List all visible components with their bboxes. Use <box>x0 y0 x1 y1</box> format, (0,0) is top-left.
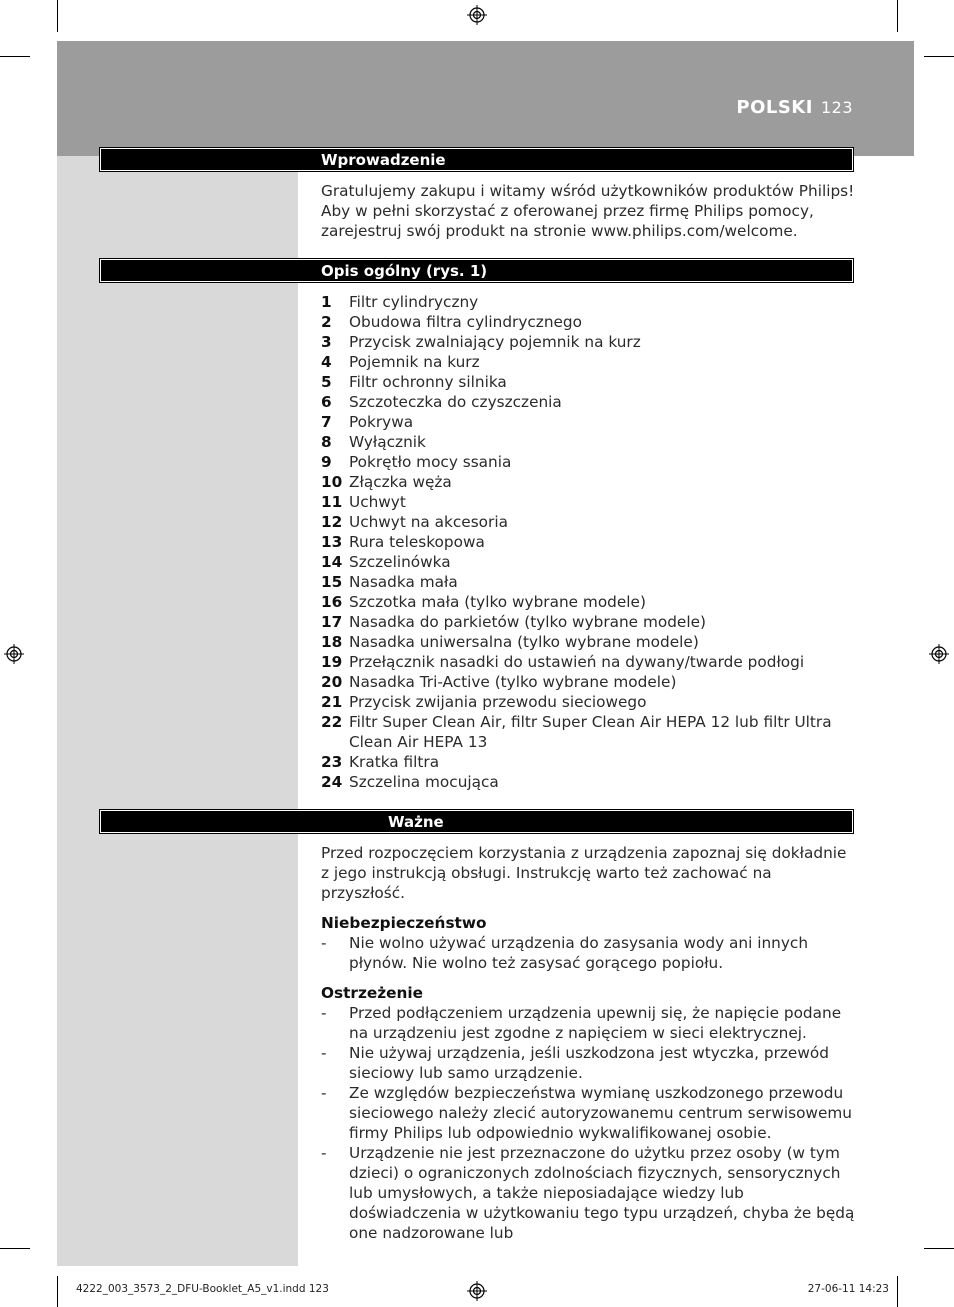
page-header <box>736 97 853 118</box>
list-item <box>321 612 856 632</box>
dash-bullet: - <box>321 934 327 952</box>
bullet-item <box>321 1003 856 1043</box>
item-number: 24 <box>321 773 343 791</box>
dash-bullet: - <box>321 1144 327 1162</box>
list-item <box>321 532 856 552</box>
section-bar-intro <box>100 148 853 171</box>
item-text: Rura teleskopowa <box>349 533 485 551</box>
item-text: Nasadka uniwersalna (tylko wybrane modele) <box>349 633 699 651</box>
crop-mark <box>897 0 898 32</box>
item-text: Przycisk zwalniający pojemnik na kurz <box>349 333 641 351</box>
registration-mark-icon <box>467 1281 487 1301</box>
crop-mark <box>0 1248 30 1249</box>
section-title: Opis ogólny (rys. 1) <box>321 262 488 280</box>
important-content <box>321 843 856 1243</box>
left-column <box>57 156 298 1266</box>
item-text: Uchwyt <box>349 493 406 511</box>
item-number: 11 <box>321 493 343 511</box>
item-number: 23 <box>321 753 343 771</box>
item-text: Nasadka mała <box>349 573 458 591</box>
bullet-text: Nie wolno używać urządzenia do zasysania wody ani innych płynów. Nie wolno też zasysać gorącego popiołu. <box>349 934 809 972</box>
list-item <box>321 772 856 792</box>
list-item <box>321 712 856 752</box>
list-item <box>321 592 856 612</box>
item-text: Przełącznik nasadki do ustawień na dywany/twarde podłogi <box>349 653 805 671</box>
registration-mark-icon <box>4 644 24 664</box>
overview-list <box>321 292 856 792</box>
bullet-text: Przed podłączeniem urządzenia upewnij się, że napięcie podane na urządzeniu jest zgodne z napięciem w sieci elektrycznej. <box>349 1004 842 1042</box>
item-number: 19 <box>321 653 343 671</box>
dash-bullet: - <box>321 1084 327 1102</box>
section-title: Wprowadzenie <box>321 151 446 169</box>
item-number: 16 <box>321 593 343 611</box>
bullet-item <box>321 1043 856 1083</box>
list-item <box>321 432 856 452</box>
paragraph: Przed rozpoczęciem korzystania z urządzenia zapoznaj się dokładnie z jego instrukcją obsługi. Instrukcję warto też zachować na przyszłość. <box>321 844 847 902</box>
item-number: 21 <box>321 693 343 711</box>
list-item <box>321 512 856 532</box>
item-text: Złączka węża <box>349 473 452 491</box>
item-text: Pokrywa <box>349 413 414 431</box>
bullet-item <box>321 1143 856 1243</box>
item-number: 22 <box>321 713 343 731</box>
list-item <box>321 292 856 312</box>
item-number: 9 <box>321 453 332 471</box>
item-text: Uchwyt na akcesoria <box>349 513 508 531</box>
item-number: 7 <box>321 413 332 431</box>
paragraph: Gratulujemy zakupu i witamy wśród użytkowników produktów Philips! Aby w pełni skorzystać z oferowanej przez firmę Philips pomocy, zarejestruj swój produkt na stronie www.philips.com/welcome. <box>321 182 855 240</box>
list-item <box>321 392 856 412</box>
item-text: Pokrętło mocy ssania <box>349 453 512 471</box>
item-number: 3 <box>321 333 332 351</box>
list-item <box>321 372 856 392</box>
danger-heading: Niebezpieczeństwo <box>321 914 487 932</box>
dash-bullet: - <box>321 1044 327 1062</box>
item-text: Kratka filtra <box>349 753 440 771</box>
crop-mark <box>57 1276 58 1307</box>
item-number: 1 <box>321 293 332 311</box>
item-text: Filtr ochronny silnika <box>349 373 507 391</box>
item-number: 17 <box>321 613 343 631</box>
list-item <box>321 652 856 672</box>
item-number: 4 <box>321 353 332 371</box>
item-number: 18 <box>321 633 343 651</box>
intro-text <box>321 181 856 241</box>
language-label: POLSKI <box>736 97 813 118</box>
item-number: 5 <box>321 373 332 391</box>
list-item <box>321 352 856 372</box>
crop-mark <box>57 0 58 32</box>
list-item <box>321 692 856 712</box>
bullet-text: Urządzenie nie jest przeznaczone do użytku przez osoby (w tym dzieci) o ograniczonych zdolnościach fizycznych, sensorycznych lub umysłowych, a także nieposiadające wiedzy lub doświadczenia w użytkowaniu tego typu urządzeń, chyba że będą one nadzorowane lub <box>349 1144 855 1242</box>
item-number: 2 <box>321 313 332 331</box>
item-text: Pojemnik na kurz <box>349 353 480 371</box>
danger-list <box>321 933 856 973</box>
footer-date: 27-06-11 14:23 <box>807 1283 889 1295</box>
item-text: Szczoteczka do czyszczenia <box>349 393 562 411</box>
warning-list <box>321 1003 856 1243</box>
section-title: Ważne <box>388 813 444 831</box>
crop-mark <box>924 1248 954 1249</box>
item-text: Nasadka Tri-Active (tylko wybrane modele) <box>349 673 677 691</box>
list-item <box>321 672 856 692</box>
list-item <box>321 452 856 472</box>
section-bar-important <box>100 810 853 833</box>
crop-mark <box>0 56 30 57</box>
item-text: Filtr Super Clean Air, filtr Super Clean Air HEPA 12 lub filtr Ultra Clean Air HEPA 13 <box>349 713 832 751</box>
item-number: 10 <box>321 473 343 491</box>
section-bar-overview <box>100 259 853 282</box>
warning-heading: Ostrzeżenie <box>321 984 424 1002</box>
item-number: 6 <box>321 393 332 411</box>
item-text: Obudowa filtra cylindrycznego <box>349 313 582 331</box>
item-number: 20 <box>321 673 343 691</box>
item-text: Wyłącznik <box>349 433 426 451</box>
footer-file: 4222_003_3573_2_DFU-Booklet_A5_v1.indd 123 <box>76 1283 329 1295</box>
page-number: 123 <box>820 98 853 117</box>
item-number: 14 <box>321 553 343 571</box>
list-item <box>321 312 856 332</box>
item-text: Szczotka mała (tylko wybrane modele) <box>349 593 646 611</box>
list-item <box>321 492 856 512</box>
list-item <box>321 332 856 352</box>
crop-mark <box>897 1276 898 1307</box>
item-number: 8 <box>321 433 332 451</box>
bullet-text: Nie używaj urządzenia, jeśli uszkodzona jest wtyczka, przewód sieciowy lub samo urządzenie. <box>349 1044 829 1082</box>
item-text: Przycisk zwijania przewodu sieciowego <box>349 693 647 711</box>
item-text: Szczelina mocująca <box>349 773 499 791</box>
list-item <box>321 412 856 432</box>
bullet-item <box>321 1083 856 1143</box>
bullet-text: Ze względów bezpieczeństwa wymianę uszkodzonego przewodu sieciowego należy zlecić autoryzowanemu centrum serwisowemu firmy Philips lub odpowiednio wykwalifikowanej osobie. <box>349 1084 852 1142</box>
dash-bullet: - <box>321 1004 327 1022</box>
list-item <box>321 632 856 652</box>
item-text: Nasadka do parkietów (tylko wybrane modele) <box>349 613 706 631</box>
bullet-item <box>321 933 856 973</box>
list-item <box>321 472 856 492</box>
registration-mark-icon <box>929 644 949 664</box>
registration-mark-icon <box>467 5 487 25</box>
list-item <box>321 552 856 572</box>
crop-mark <box>924 56 954 57</box>
item-number: 15 <box>321 573 343 591</box>
list-item <box>321 752 856 772</box>
item-text: Szczelinówka <box>349 553 451 571</box>
item-number: 13 <box>321 533 343 551</box>
list-item <box>321 572 856 592</box>
item-text: Filtr cylindryczny <box>349 293 479 311</box>
item-number: 12 <box>321 513 343 531</box>
